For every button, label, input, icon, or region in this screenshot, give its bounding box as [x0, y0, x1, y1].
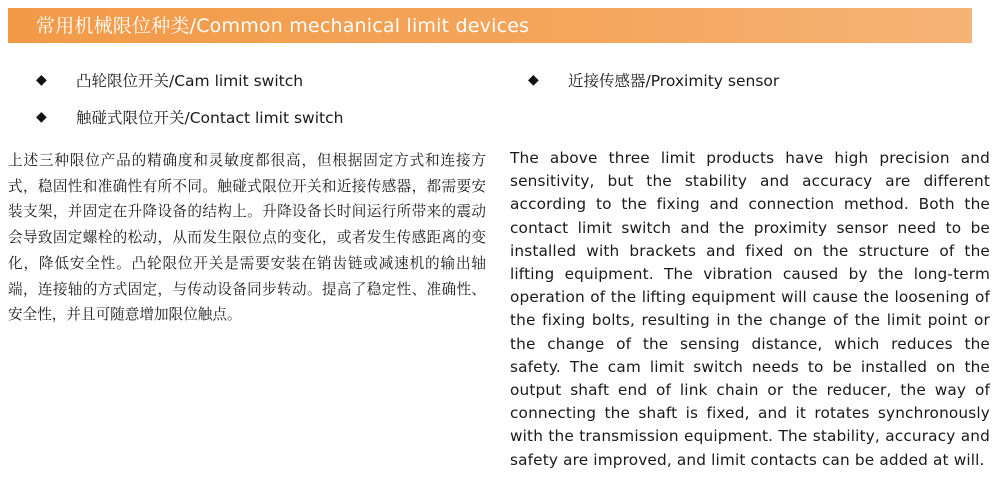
description-english: The above three limit products have high precision and sensitivity, but the stability and accuracy are different according to the fixing and connection method. Both the contact limit switch and the proximity sensor need to be installed with brackets and fixed on the structure of the lifting equipment. The vibration caused by the long-term operation of the lifting equipment will cause the loosening of the fixing bolts, resulting in the change of the limit point or the change of the sensing distance, which reduces the safety. The cam limit switch needs to be installed on the output shaft end of link chain or the reducer, the way of connecting the shaft is fixed, and it rotates synchronously with the transmission equipment. The stability, accuracy and safety are improved, and limit contacts can be added at will. — [510, 149, 990, 469]
description-chinese: 上述三种限位产品的精确度和灵敏度都很高，但根据固定方式和连接方式，稳固性和准确性有所不同。触碰式限位开关和近接传感器，都需要安装支架，并固定在升降设备的结构上。升降设备长时间运行所带来的震动会导致固定螺栓的松动，从而发生限位点的变化，或者发生传感距离的变化，降低安全性。凸轮限位开关是需要安装在销齿链或减速机的输出轴端，连接轴的方式固定，与传动设备同步转动。提高了稳定性、准确性、安全性，并且可随意增加限位触点。 — [8, 152, 486, 324]
list-item-proximity-sensor — [528, 66, 779, 94]
device-list-right — [528, 66, 779, 103]
section-title: 常用机械限位种类/Common mechanical limit devices — [36, 15, 530, 37]
list-item-label: 触碰式限位开关/Contact limit switch — [76, 109, 344, 127]
diamond-bullet-icon: ◆ — [528, 72, 539, 88]
diamond-bullet-icon: ◆ — [36, 109, 47, 125]
list-item-contact-limit-switch — [36, 103, 343, 131]
list-item-cam-limit-switch — [36, 66, 343, 94]
diamond-bullet-icon: ◆ — [36, 72, 47, 88]
device-list-left — [36, 66, 343, 140]
list-item-label: 凸轮限位开关/Cam limit switch — [76, 72, 304, 90]
section-header-bar — [8, 8, 972, 43]
list-item-label: 近接传感器/Proximity sensor — [568, 72, 780, 90]
